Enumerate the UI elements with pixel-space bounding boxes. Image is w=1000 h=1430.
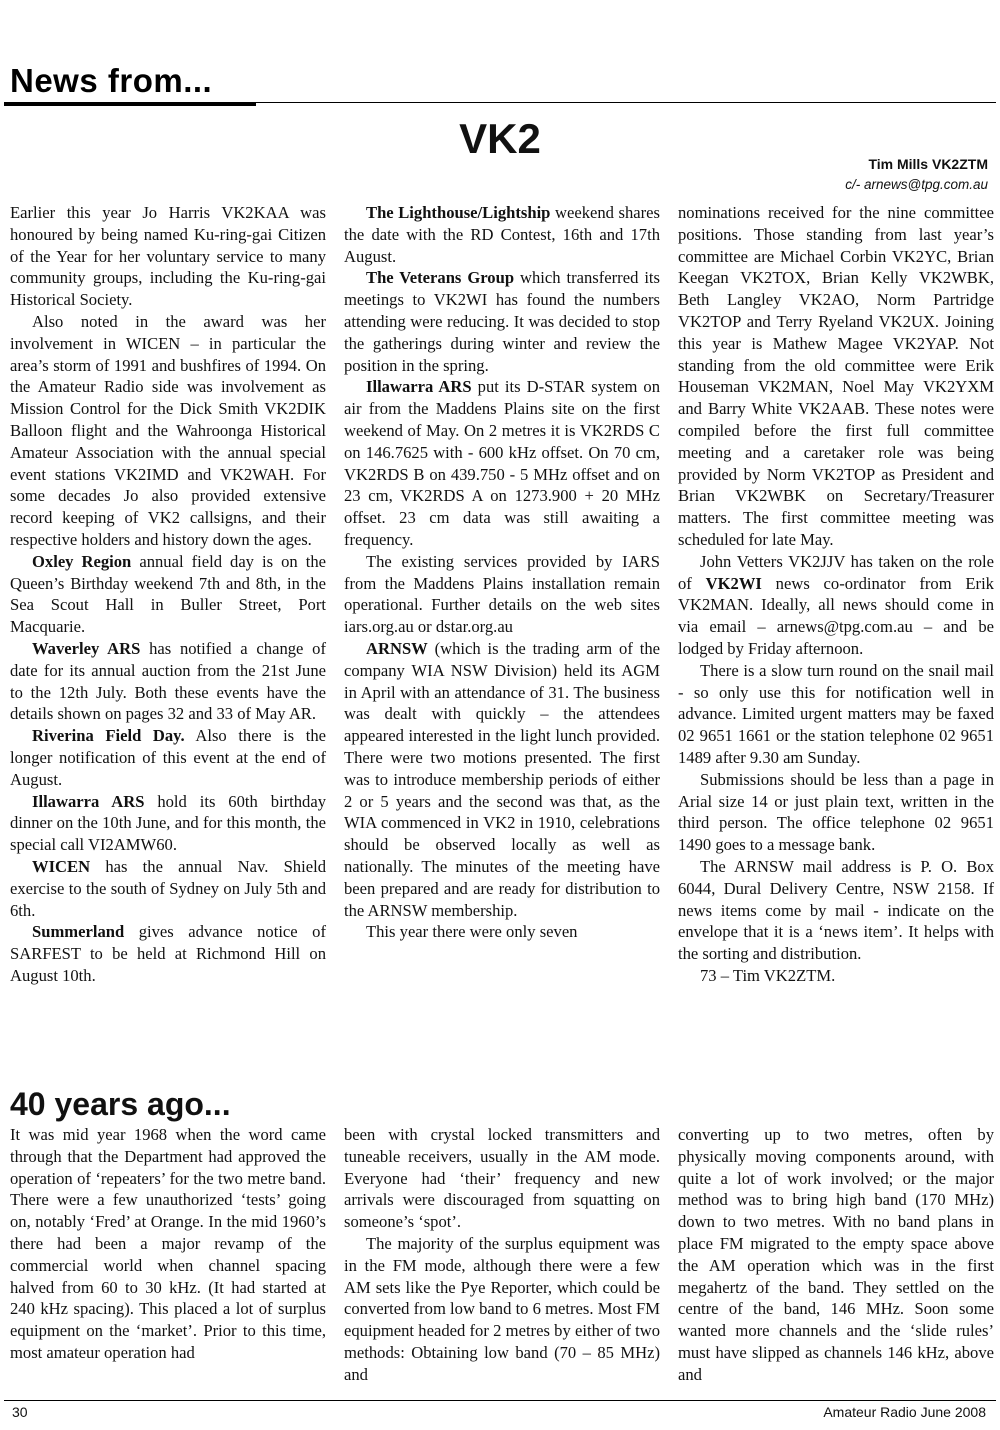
paragraph: The existing services provided by IARS from the Maddens Plains installation remain operational. Further details on the web sites iars.org.au or dstar.org.au bbox=[344, 551, 660, 637]
paragraph: Oxley Region annual field day is on the Queen’s Birthday weekend 7th and 8th, in the Sea Scout Hall in Buller Street, Port Macquarie. bbox=[10, 551, 326, 637]
paragraph: ARNSW (which is the trading arm of the company WIA NSW Division) held its AGM in April with an attendance of 31. The business was dealt with quickly – the attendees appeared interested in the light lunch provided. There were two motions presented. The first was to introduce membership periods of either 2 or 5 years and the second was that, as the WIA commenced in VK2 in 1910, celebrations should be observed locally as well as nationally. The minutes of the meeting have been prepared and are ready for distribution to the ARNSW membership. bbox=[344, 638, 660, 920]
section2-column-3 bbox=[678, 1124, 994, 1386]
paragraph: Also noted in the award was her involvement in WICEN – in particular the area’s storm of 1991 and bushfires of 1994. On the Amateur Radio side was involvement as Mission Control for the Dick Smith VK2DIK Balloon flight and the Wahroonga Historical Amateur Association with the annual special event stations VK2IMD and VK2WAH. For some decades Jo also provided extensive record keeping of VK2 callsigns, and their respective holders and history down the ages. bbox=[10, 311, 326, 549]
paragraph: been with crystal locked transmitters and tuneable receivers, usually in the AM mode. Everyone had ‘their’ frequency and new arrivals were discouraged from squatting on someone’s ‘spot’. bbox=[344, 1125, 660, 1232]
paragraph: WICEN has the annual Nav. Shield exercise to the south of Sydney on July 5th and 6th. bbox=[10, 856, 326, 920]
paragraph: The majority of the surplus equipment was in the FM mode, although there were a few AM sets like the Pye Reporter, which could be converted from low band to 6 metres. Most FM equipment headed for 2 metres by either of two methods: Obtaining low band (70 – 85 MHz) and bbox=[344, 1233, 660, 1384]
section2-column-1 bbox=[10, 1124, 326, 1364]
paragraph: Illawarra ARS hold its 60th birthday dinner on the 10th June, and for this month, the special call VI2AMW60. bbox=[10, 791, 326, 855]
author-email: c/- arnews@tpg.com.au bbox=[845, 177, 988, 192]
paragraph: There is a slow turn round on the snail mail - so only use this for notification well in advance. Limited urgent matters may be faxed 02 9651 1661 or the station telephone 02 9651 1489 after 9.30 am Sunday. bbox=[678, 660, 994, 767]
section2-header: 40 years ago... bbox=[10, 1086, 231, 1122]
paragraph: The Veterans Group which transferred its meetings to VK2WI has found the numbers attending were reducing. It was decided to stop the gatherings during winter and review the position in the spring. bbox=[344, 268, 660, 375]
paragraph: converting up to two metres, often by physically moving components around, with quite a lot of work involved; or the major method was to bring high band (170 MHz) down to two metres. With no band plans in place FM migrated to the empty space above the AM operation which was in the first megahertz of the band. They settled on the centre of the band, 146 MHz. Soon some wanted more channels and the ‘slide rules’ must have slipped as channels 146 kHz, above and bbox=[678, 1125, 994, 1384]
paragraph: Submissions should be less than a page in Arial size 14 or just plain text, written in the third person. The office telephone 02 9651 1490 goes to a message bank. bbox=[678, 769, 994, 855]
section-header: News from... bbox=[10, 62, 213, 99]
paragraph: Summerland gives advance notice of SARFEST to be held at Richmond Hill on August 10th. bbox=[10, 922, 326, 985]
paragraph: 73 – Tim VK2ZTM. bbox=[700, 965, 836, 985]
paragraph: Earlier this year Jo Harris VK2KAA was honoured by being named Ku-ring-gai Citizen of the Year for her voluntary service to many community groups, including the Ku-ring-gai Historical Society. bbox=[10, 203, 326, 310]
header-divider bbox=[4, 102, 996, 103]
paragraph: The Lighthouse/Lightship weekend shares the date with the RD Contest, 16th and 17th August. bbox=[344, 203, 660, 266]
author-name: Tim Mills VK2ZTM bbox=[868, 156, 988, 172]
paragraph: Riverina Field Day. Also there is the longer notification of this event at the end of August. bbox=[10, 726, 326, 789]
paragraph: nominations received for the nine committee positions. Those standing from last year’s committee are Michael Corbin VK2YC, Brian Keegan VK2TOX, Brian Kelly VK2WBK, Beth Langley VK2AO, Norm Partridge VK2TOP and Terry Ryeland VK2UX. Joining this year is Mathew Magee VK2YAP. Not standing from the old committee were Erik Houseman VK2MAN, Noel May VK2YXM and Barry White VK2AAB. These notes were compiled before the first full committee meeting and a caretaker role was being provided by Norm VK2TOP as President and Brian VK2WBK on Secretary/Treasurer matters. The first committee meeting was scheduled for late May. bbox=[678, 203, 994, 549]
article-column-1 bbox=[10, 202, 326, 987]
page-number: 30 bbox=[12, 1404, 28, 1420]
paragraph: Illawarra ARS put its D-STAR system on air from the Maddens Plains site on the first weekend of May. On 2 metres it is VK2RDS C on 146.7625 with - 600 kHz offset. On 70 cm, VK2RDS B on 439.750 - 5 MHz offset and on 23 cm, VK2RDS A on 1273.900 + 20 MHz offset. 23 cm data was still awaiting a frequency. bbox=[344, 377, 660, 549]
paragraph: It was mid year 1968 when the word came through that the Department had approved the operation of ‘repeaters’ for the two metre band. There were a few unauthorized ‘tests’ going on, notably ‘Fred’ at Orange. In the mid 1960’s there had been a major revamp of the commercial world when channel spacing halved from 60 to 30 kHz. (It had started at 240 kHz spacing). This placed a lot of surplus equipment on the ‘market’. Prior to this time, most amateur operation had bbox=[10, 1125, 326, 1362]
paragraph: The ARNSW mail address is P. O. Box 6044, Dural Delivery Centre, NSW 2158. If news items come by mail - indicate on the envelope that it is a ‘news item’. It helps with the sorting and distribution. bbox=[678, 856, 994, 964]
paragraph: This year there were only seven bbox=[366, 922, 578, 942]
paragraph: Waverley ARS has notified a change of date for its annual auction from the 21st June to the 12th July. Both these events have the details shown on pages 32 and 33 of May AR. bbox=[10, 638, 326, 724]
article-column-2 bbox=[344, 202, 660, 943]
paragraph: John Vetters VK2JJV has taken on the role of VK2WI news co-ordinator from Erik VK2MAN. Ideally, all news should come in via email – arnews@tpg.com.au – and be lodged by Friday afternoon. bbox=[678, 551, 994, 658]
article-column-3 bbox=[678, 202, 994, 987]
article-title: VK2 bbox=[459, 115, 541, 162]
footer-rule bbox=[4, 1400, 996, 1401]
section2-column-2 bbox=[344, 1124, 660, 1386]
publication-name: Amateur Radio June 2008 bbox=[823, 1404, 986, 1420]
